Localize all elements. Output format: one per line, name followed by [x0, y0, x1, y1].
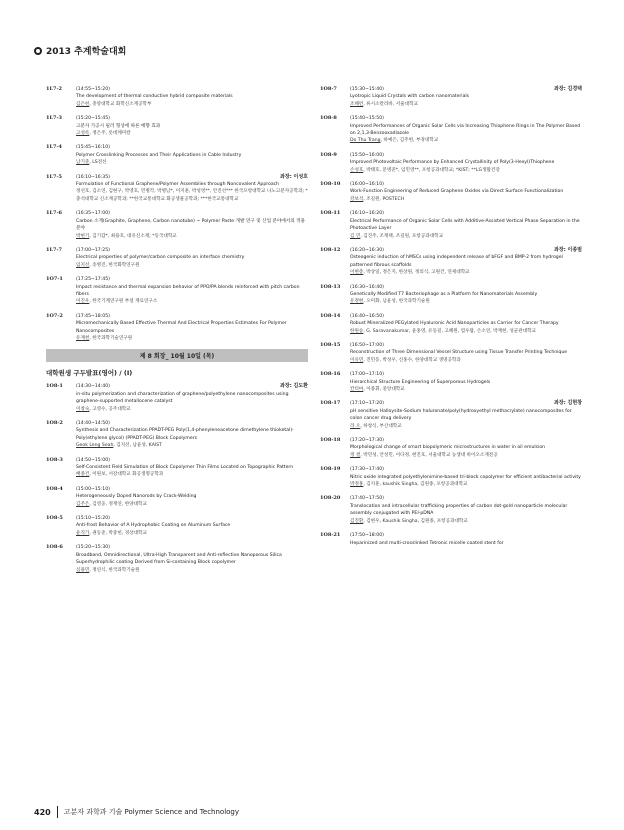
presenter-name: 이유민 — [350, 357, 364, 363]
author-affiliation: , 박상일, 정은지, 한상원, 정의식, 고원건, 연세대학교 — [363, 270, 470, 276]
author-affiliation: , 김기갑*, 최용호, 대유신소재; *동국대학교 — [89, 233, 177, 239]
entry-time: (17:25~17:45) — [76, 277, 110, 283]
entry-time-line — [76, 210, 308, 217]
entry-time-line — [350, 495, 582, 502]
entry-time-line — [76, 86, 308, 93]
entry-time-line — [76, 420, 308, 427]
entry-body — [76, 144, 308, 166]
entry-title: Robust Mineralized PEGylated Hyaluronic Acid Nanoparticles as Carrier for Cancer Therapy — [350, 321, 559, 327]
entry-code: 1O8-11 — [320, 210, 341, 217]
entry-title: The development of thermal conductive hybrid composite materials — [76, 94, 233, 100]
entry-code: 1O8-16 — [320, 371, 341, 378]
entry-code: 1O8-5 — [46, 515, 63, 522]
entry-time-line — [76, 515, 308, 522]
presenter-name: Geok Leng Seah — [76, 443, 114, 449]
entry-time-line — [350, 152, 582, 159]
session-chair: 좌장: 김현창 — [554, 400, 582, 407]
author-affiliation: , G. Saravanakumar, 윤홍영, 유동길, 고혜원, 염우람, 손소연, 박재현, 성균관대학교 — [363, 328, 536, 334]
program-entry — [320, 437, 582, 459]
author-affiliation: , 고영수, 공주대학교 — [89, 406, 131, 412]
entry-time-line — [350, 210, 582, 217]
entry-body — [350, 210, 582, 240]
program-entry — [46, 313, 308, 343]
program-entry — [46, 515, 308, 537]
entry-code: 1O8-2 — [46, 420, 63, 426]
entry-code: 1O8-21 — [320, 532, 341, 539]
entry-body — [76, 115, 308, 137]
entry-body — [76, 515, 308, 537]
entry-time-line — [350, 532, 582, 539]
entry-title: Anti-frost Behavior of A Hydrophobic Coating on Aluminum Surface — [76, 523, 231, 529]
entry-title: Lyotropic Liquid Crystals with carbon nanomaterials — [350, 94, 470, 100]
entry-code: 1L7-6 — [46, 210, 63, 217]
entry-title: Work-Function Engineering of Reduced Graphene Oxides via Direct Surface Functionalization — [350, 189, 564, 195]
presenter-name: 강보석 — [350, 196, 364, 202]
entry-time-line — [350, 115, 582, 122]
entry-time: (16:35~17:00) — [76, 211, 110, 217]
author-affiliation: 한국포항대학교 나노고분자공학과; *충석대학교 신소재공학과; **한국교통대학교 화공생물공학과; ***한국교통대학교 — [76, 189, 308, 202]
entry-time: (15:20~15:30) — [76, 545, 110, 551]
entry-time: (16:20~16:30) — [350, 247, 384, 253]
session-chair: 좌장: 이종범 — [554, 246, 582, 253]
session-banner: 제 8 회장_ 10월 10일 (목) — [46, 349, 308, 362]
entry-title: Morphological change of smart biopolymeric microstructures in water in oil emulsion — [350, 445, 546, 451]
entry-authors — [350, 101, 582, 108]
author-affiliation: , LS전선 — [89, 160, 107, 166]
presenter-name: 고성록 — [76, 131, 90, 137]
entry-body — [350, 495, 582, 525]
entry-time-line — [76, 247, 308, 254]
entry-title: Heparinized and multi-crosslinked Tetronic micelle coated stent for — [350, 540, 504, 546]
entry-authors — [350, 167, 582, 174]
entry-authors — [350, 298, 582, 305]
presenter-name: 한원승 — [350, 328, 364, 334]
program-entry — [320, 466, 582, 488]
entry-code: 1O8-17 — [320, 400, 341, 407]
entry-body — [350, 313, 582, 335]
entry-time: (16:00~16:10) — [350, 182, 384, 188]
entry-authors — [350, 137, 582, 144]
entry-body — [76, 86, 308, 108]
author-affiliation: , 김지선, 남윤성, KAIST — [113, 443, 162, 449]
author-affiliation: , 한국기계연구원 부설 재료연구소 — [89, 299, 158, 305]
page-number: 420 — [34, 807, 51, 817]
entry-authors — [76, 101, 308, 108]
program-entry — [320, 115, 582, 145]
entry-authors — [76, 406, 308, 413]
entry-code: 1O8-12 — [320, 246, 341, 253]
entry-title: Heterogeneously Doped Nanorods by Crack-Welding — [76, 494, 197, 500]
entry-authors — [350, 357, 582, 364]
author-affiliation: , 오미화, 남윤성, 한국과학기술원 — [363, 299, 430, 305]
entry-body — [76, 174, 308, 204]
entry-title: Reconstruction of Three Dimensional Vessel Structure using Tissue Transfer Printing Technique — [350, 350, 568, 356]
entry-code: 1O8-20 — [320, 495, 341, 502]
presenter-name: 조해련 — [350, 101, 364, 107]
entry-time-line — [350, 371, 582, 378]
presenter-name: 김 민 — [350, 233, 361, 239]
entry-code: 1O8-19 — [320, 466, 341, 473]
entry-authors — [76, 335, 308, 342]
entry-code: 1O8-18 — [320, 437, 341, 444]
entry-body — [350, 437, 582, 459]
journal-name: 고분자 과학과 기술 Polymer Science and Technology — [63, 808, 240, 816]
entry-time: (16:30~16:40) — [350, 284, 384, 290]
program-entry — [320, 400, 582, 430]
entry-time: (17:00~17:10) — [350, 372, 384, 378]
entry-time-line — [76, 144, 308, 151]
program-entry — [320, 495, 582, 525]
program-entry — [46, 86, 308, 108]
program-entry — [320, 181, 582, 203]
presenter-name: 이진우 — [76, 299, 90, 305]
entry-title: Improved Performances of Organic Solar Cells via Increasing Thiophene Rings in The Polymer Based on 2,1,3-Benzooxadiazole — [350, 123, 581, 137]
author-affiliation: , 이원보, 서강대학교 화공생명공학과 — [89, 472, 164, 478]
entry-code: 1L7-5 — [46, 173, 63, 180]
author-affiliation: , 박민성, 안성민, 이다정, 현진호, 서울대학교 농생대 바이오소재전공 — [360, 452, 498, 458]
program-entry — [46, 115, 308, 137]
entry-time-line — [350, 342, 582, 349]
author-affiliation: , 김현우, Kaushik Singha, 김원종, 포항공과대학교 — [363, 518, 468, 524]
entry-time: (15:50~16:00) — [350, 152, 384, 158]
program-entry — [320, 313, 582, 335]
session-chair: 좌장: 김도환 — [280, 383, 308, 390]
entry-time-line — [76, 457, 308, 464]
entry-code: 1O8-15 — [320, 341, 341, 348]
author-affiliation: , 김진주, 조재택, 조길원, 포항공과대학교 — [360, 233, 444, 239]
author-affiliation: , 박태호, 문병준*, 임민영**, 포항공과대학교; *KIST; **LG생활건강 — [363, 167, 500, 173]
entry-authors — [76, 233, 308, 240]
entry-authors — [76, 567, 308, 574]
entry-time: (17:00~17:25) — [76, 247, 110, 253]
entry-authors — [350, 481, 582, 488]
session-chair: 좌장: 이성호 — [280, 173, 308, 180]
program-entry — [320, 371, 582, 393]
program-entry — [46, 276, 308, 306]
program-entry — [46, 420, 308, 450]
entry-title: Translocation and intracellular trafficking properties of carbon dot-gold nanoparticle molecular assembly conjugated with PEI-pDNA — [350, 503, 568, 517]
entry-time: (17:50~18:00) — [350, 533, 384, 539]
entry-code: 1O8-10 — [320, 181, 341, 188]
entry-code: 1L7-4 — [46, 144, 63, 151]
entry-body — [350, 247, 582, 277]
entry-time: (15:00~15:10) — [76, 486, 110, 492]
author-affiliation: 정선호, 김소연, 김현구, 박영호, 민병각, 박병남*, 이지훈, 박성영**, 안진선*** — [76, 189, 233, 195]
entry-body — [350, 342, 582, 364]
entry-time: (16:10~16:20) — [350, 211, 384, 217]
footer-divider — [57, 806, 58, 818]
program-entry — [46, 144, 308, 166]
entry-authors — [76, 262, 308, 269]
entry-authors — [76, 442, 308, 449]
program-entry — [320, 86, 582, 108]
presenter-name: 이현총 — [350, 270, 364, 276]
author-affiliation: , 하예은, 김주현, 부경대학교 — [380, 138, 439, 144]
entry-body — [350, 181, 582, 203]
program-entry — [320, 342, 582, 364]
author-affiliation: , 진민동, 박성우, 신홍수, 한양대학교 생명공학과 — [363, 357, 461, 363]
entry-authors — [350, 452, 582, 459]
entry-time: (17:30~17:40) — [350, 467, 384, 473]
entry-body — [350, 371, 582, 393]
entry-authors — [76, 501, 308, 508]
entry-code: 1O8-13 — [320, 283, 341, 290]
entry-code: 1O8-4 — [46, 485, 63, 492]
entry-code: 1O8-6 — [46, 544, 63, 551]
program-entry — [46, 457, 308, 479]
entry-title: Polymer Crosslinking Processes and Their Applications in Cable Industry — [76, 152, 242, 158]
entry-body — [350, 86, 582, 108]
circle-bullet-icon — [34, 47, 42, 55]
entry-authors — [350, 386, 582, 393]
presenter-name: 라 오 — [350, 423, 361, 429]
program-entry — [320, 284, 582, 306]
right-entry-list — [320, 86, 582, 547]
entry-title: in-situ polymerization and characterization of graphene/polyethylene nanocomposites using graphene-supported metallocene catalyst — [76, 391, 289, 405]
entry-title: pH sensitive Halloysite-Sodium haluronate/poly(hydroxyethyl methacrylate) nanocomposites for colon cancer drug delivery — [350, 408, 572, 422]
entry-time: (15:45~16:10) — [76, 145, 110, 151]
entry-body — [76, 313, 308, 343]
entry-time-line — [76, 383, 308, 390]
entry-time: (16:50~17:00) — [350, 342, 384, 348]
entry-time: (15:10~15:20) — [76, 516, 110, 522]
entry-body — [350, 115, 582, 145]
page-footer — [34, 806, 239, 818]
entry-authors — [350, 269, 582, 276]
author-affiliation: , 김지훈, kaushik Singha, 김원종, 포항공과대학교 — [363, 482, 468, 488]
entry-authors — [76, 530, 308, 537]
entry-authors — [76, 471, 308, 478]
entry-time: (14:40~14:50) — [76, 421, 110, 426]
entry-title: Electrical properties of polymer/carbon composite on interface chemistry — [76, 255, 245, 261]
entry-time: (15:30~15:40) — [350, 87, 384, 92]
entry-title: Carbon 소재(Graphite, Graphene, Carbon nanotube) ~ Polymer Paste 개발 연구 및 산업 분야에서의 적용분야 — [76, 218, 305, 232]
program-entry — [46, 383, 308, 413]
entry-title: Impact resistance and thermal expansion behavior of PPO/PA blends reinforced with pitch carbon fibers — [76, 284, 300, 297]
entry-code: 1O8-7 — [320, 86, 337, 92]
entry-title: Electrical Performance of Organic Solar Cells with Additive-Assisted Vertical Phase Separation in the Photoactive Layer — [350, 218, 580, 232]
author-affiliation: , 권동준, 박중헌, 경상대학교 — [89, 530, 147, 536]
presenter-name: 심용민 — [76, 567, 90, 573]
entry-time: (14:50~15:00) — [76, 457, 110, 463]
entry-body — [76, 383, 308, 413]
presenter-name: 김진환 — [350, 518, 364, 524]
session-chair: 좌장: 김경택 — [554, 86, 582, 92]
entry-time-line — [350, 247, 582, 254]
entry-time-line — [350, 466, 582, 473]
entry-title: Osteogenic induction of hMSCs using independent release of bFGF and BMP-2 from hydrogel patterned fibrous scaffolds — [350, 255, 563, 268]
entry-time-line — [350, 313, 582, 320]
entry-time-line — [76, 276, 308, 283]
header-title: 2013 추계학술대회 — [46, 47, 127, 57]
program-entry — [46, 174, 308, 204]
entry-title: Formulation of Functional Graphene/Polymer Assemblies through Noncovalent Approach — [76, 182, 280, 188]
entry-body — [76, 247, 308, 269]
program-entry — [46, 247, 308, 269]
entry-authors — [350, 518, 582, 525]
entry-time: (15:20~15:45) — [76, 116, 110, 122]
presenter-name: 이창숙 — [76, 406, 90, 412]
entry-authors — [350, 423, 582, 430]
program-entry — [320, 247, 582, 277]
program-entry — [320, 152, 582, 174]
entry-body — [350, 532, 582, 547]
entry-title: Nitric oxide integrated polyethylenimine-based tri-block copolymer for efficient antibacterial activity — [350, 474, 581, 480]
author-affiliation: , 정연식, 한국과학기술원 — [89, 567, 140, 573]
entry-code: 1O8-1 — [46, 383, 63, 390]
entry-authors — [76, 130, 308, 137]
program-entry — [46, 486, 308, 508]
program-entry — [320, 532, 582, 547]
entry-code: 1O8-9 — [320, 151, 337, 158]
entry-title: Self-Consistent Field Simulation of Block Copolymer Thin Films Located on Topographic Pattern — [76, 465, 294, 471]
presenter-name: 정 결 — [350, 452, 361, 458]
entry-time: (17:10~17:20) — [350, 401, 384, 407]
entry-time-line — [76, 115, 308, 122]
presenter-name: 칸티마 — [350, 387, 364, 392]
entry-time-line — [76, 486, 308, 493]
entry-title: Synthesis and Characterization PPADT-PEG Poly(1,4-phenyleneacetone dimethylene thioketal)-Poly(ethylene glycol) (PPADT-PEG) Block Copolymers — [76, 428, 294, 441]
entry-time: (14:30~14:40) — [76, 384, 110, 390]
program-entry — [46, 210, 308, 240]
entry-time: (14:55~15:20) — [76, 87, 110, 92]
entry-title: Genetically Modified T7 Bacteriophage as a Platform for Nanomaterials Assembly — [350, 291, 538, 297]
entry-code: 1O8-8 — [320, 115, 337, 122]
entry-title: Improved Photovoltaic Performance by Enhanced Crystallinity of Poly(3-Hexyl)Thiophene — [350, 160, 555, 166]
entry-body — [350, 400, 582, 430]
entry-time: (16:10~16:35) — [76, 174, 110, 180]
presenter-name: 김은헌 — [76, 101, 90, 107]
entry-time-line — [350, 400, 582, 407]
author-affiliation: , 충앙대학교 화학신소재공학부 — [89, 101, 152, 107]
entry-code: 1O8-14 — [320, 312, 341, 319]
entry-code: 1O7-2 — [46, 312, 63, 319]
entry-body — [350, 466, 582, 488]
left-entry-list — [46, 86, 308, 342]
presenter-name: 임지선 — [76, 262, 90, 268]
left-column — [46, 86, 308, 581]
entry-code: 1O8-3 — [46, 456, 63, 463]
entry-time: (15:40~15:50) — [350, 116, 384, 122]
entry-time-line — [350, 437, 582, 444]
presenter-name: 윤직가 — [76, 530, 90, 536]
entry-body — [76, 457, 308, 479]
presenter-name: Do Thu Trang — [350, 138, 381, 144]
entry-time-line — [350, 181, 582, 188]
program-entry — [320, 210, 582, 240]
entry-code: 1O7-1 — [46, 276, 63, 283]
entry-authors — [350, 233, 582, 240]
entry-body — [76, 420, 308, 450]
author-affiliation: , 한국과학기술연구원 — [89, 335, 133, 341]
entry-body — [350, 284, 582, 306]
presenter-name: 유재천 — [76, 335, 90, 341]
entry-title: Micromechanically Based Effective Thermal And Electrical Properties Estimates For Polymer Nanocomposites — [76, 321, 287, 334]
author-affiliation: , 류시소칼라바, 서울대학교 — [363, 101, 418, 107]
entry-authors — [76, 298, 308, 305]
entry-title: Broadband, Omnidirectional, Ultra-High Transparent and Anti-reflective Nanoporous Silica Superhydrophilic coating Derived from Si-containing Block copolymer — [76, 552, 282, 566]
entry-authors — [350, 328, 582, 335]
author-affiliation: , 하창식, 부산대학교 — [360, 423, 402, 429]
entry-time-line — [350, 284, 582, 291]
entry-body — [76, 486, 308, 508]
entry-title: 고분자 가공시 필러 형상에 따른 배향 효과 — [76, 123, 161, 129]
author-affiliation: , 조길원, POSTECH — [363, 196, 405, 202]
session-heading: 대학원생 구두발표(영어) / (I) — [46, 369, 133, 378]
presenter-name: 김주은 — [76, 501, 90, 507]
left-session-entry-list — [46, 383, 308, 574]
entry-code: 1L7-7 — [46, 246, 63, 253]
entry-code: 1L7-3 — [46, 115, 63, 122]
entry-authors — [76, 188, 308, 203]
entry-time: (17:20~17:30) — [350, 438, 384, 444]
entry-time-line — [76, 313, 308, 320]
right-column — [320, 86, 582, 554]
entry-body — [76, 544, 308, 574]
presenter-name: 유정현 — [350, 299, 364, 305]
author-affiliation: , 정은주, 롯데케미칼 — [89, 131, 131, 137]
presenter-name: 박현기 — [76, 233, 90, 239]
entry-time-line — [76, 174, 308, 181]
presenter-name: 배종건 — [76, 472, 90, 478]
presenter-name: 손성호 — [350, 167, 364, 173]
entry-authors — [76, 159, 308, 166]
entry-code: 1L7-2 — [46, 86, 63, 92]
entry-time-line — [76, 544, 308, 551]
entry-title: Hierarchical Structure Engineering of Superporous Hydrogels — [350, 379, 491, 385]
author-affiliation: , 김영웅, 정재연, 한양대학교 — [89, 501, 147, 507]
entry-body — [76, 276, 308, 306]
presenter-name: 남기준 — [76, 160, 90, 166]
entry-body — [350, 152, 582, 174]
entry-time-line — [350, 86, 582, 93]
program-entry — [46, 544, 308, 574]
presenter-name: 박정홍 — [350, 482, 364, 488]
entry-time: (17:40~17:50) — [350, 496, 384, 502]
entry-time: (16:40~16:50) — [350, 313, 384, 319]
entry-time: (17:45~18:05) — [76, 313, 110, 319]
author-affiliation: , 송병진, 한국화학연구원 — [89, 262, 140, 268]
author-affiliation: , 이종휘, 중앙대학교 — [363, 387, 405, 392]
entry-body — [76, 210, 308, 240]
page-header — [34, 44, 126, 57]
entry-authors — [350, 196, 582, 203]
